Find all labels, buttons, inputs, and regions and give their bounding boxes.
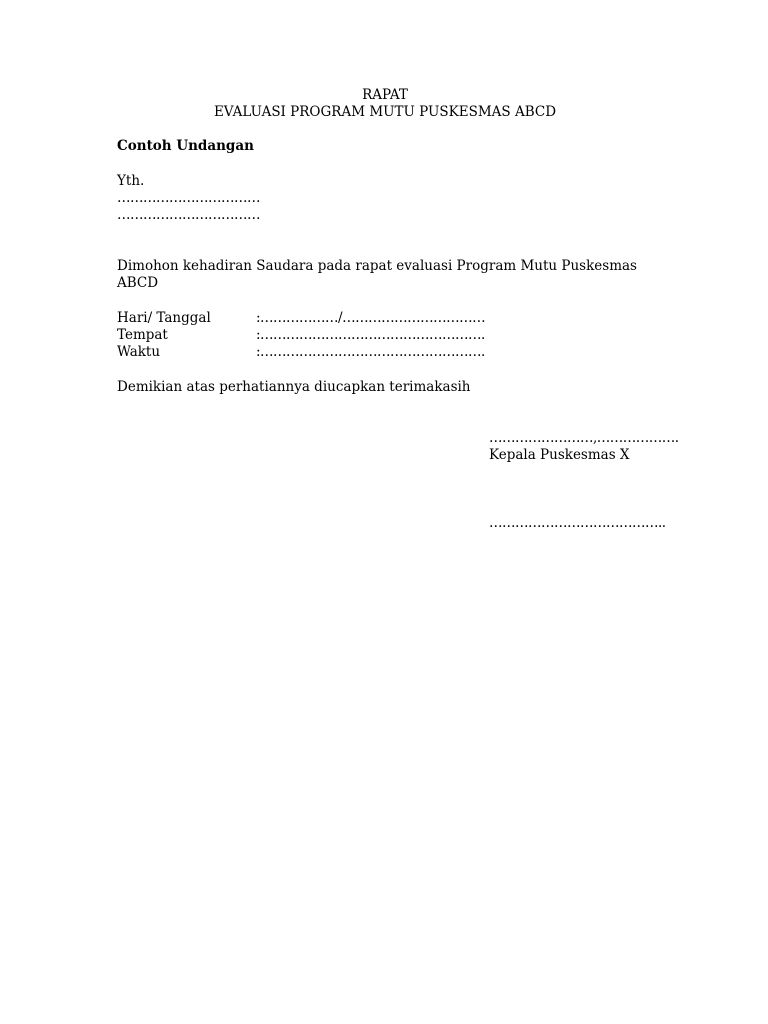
header-subtitle: EVALUASI PROGRAM MUTU PUSKESMAS ABCD — [213, 104, 557, 120]
meeting-details — [117, 310, 485, 361]
recipient-line-1: …………………………… — [117, 190, 260, 206]
detail-value: :……………………………………………. — [256, 344, 485, 360]
detail-value: :………………/…………………………… — [256, 310, 486, 326]
detail-value: :……………………………………………. — [256, 327, 485, 343]
detail-row-time — [117, 344, 485, 361]
detail-label: Tempat — [117, 327, 168, 343]
detail-row-date — [117, 310, 485, 327]
detail-label: Hari/ Tanggal — [117, 310, 211, 326]
detail-label: Waktu — [117, 344, 161, 360]
signature-title: Kepala Puskesmas X — [489, 447, 630, 463]
signature-place-date: ……………………,………………. — [489, 430, 679, 446]
invitation-body: Dimohon kehadiran Saudara pada rapat evaluasi Program Mutu Puskesmas ABCD — [117, 258, 637, 291]
detail-row-place — [117, 327, 485, 344]
header-title: RAPAT — [362, 87, 408, 103]
closing-text: Demikian atas perhatiannya diucapkan terimakasih — [117, 379, 471, 395]
recipient-line-2: …………………………… — [117, 207, 260, 223]
signature-name: ………………………………….. — [489, 515, 666, 531]
recipient-greeting: Yth. — [117, 173, 145, 189]
document-header — [0, 87, 768, 121]
section-title: Contoh Undangan — [117, 138, 254, 154]
